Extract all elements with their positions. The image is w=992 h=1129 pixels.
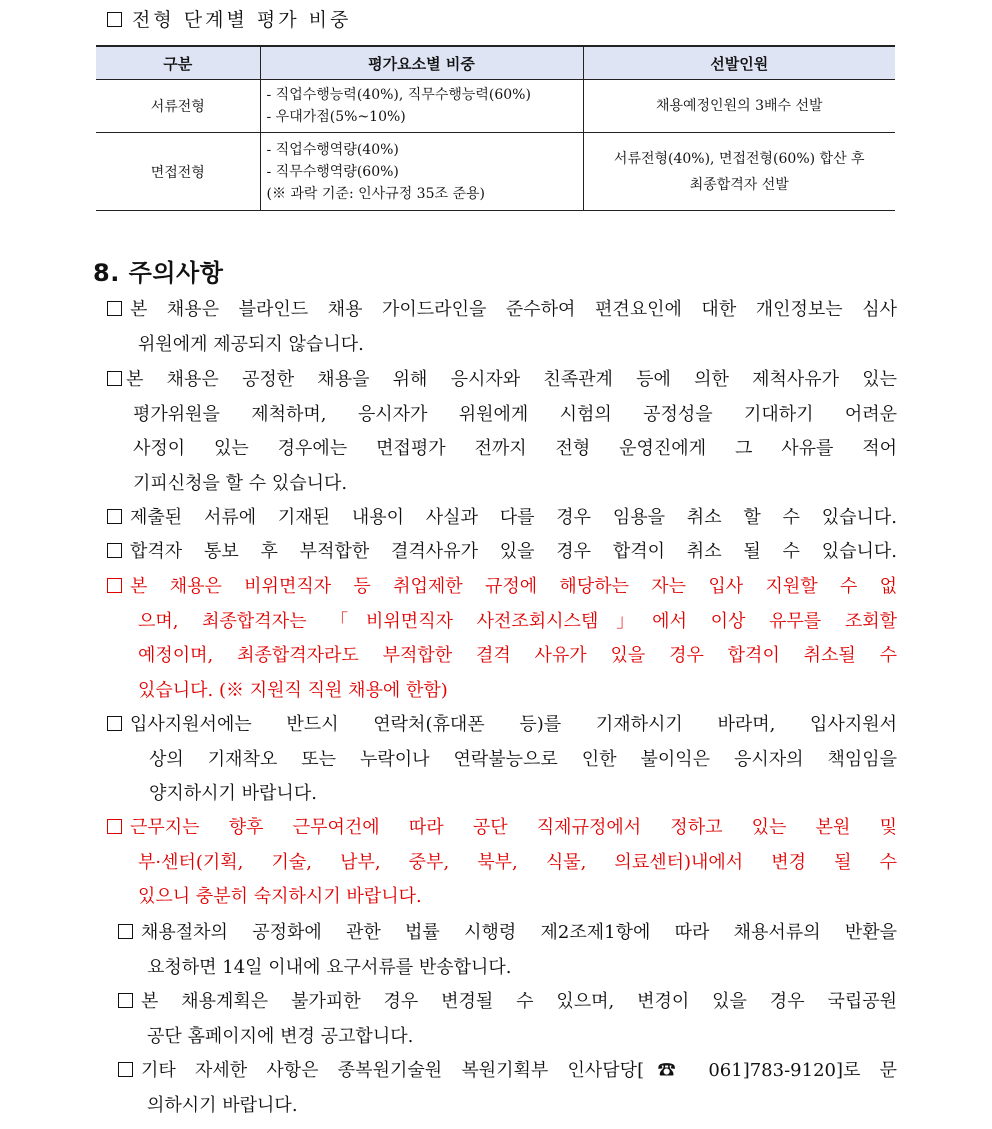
checkbox-square-icon: [107, 819, 122, 834]
notice-item-highlight: [107, 811, 897, 915]
notice-line: 위원에게 제공되지 않습니다.: [138, 333, 364, 355]
notice-item: [107, 363, 897, 501]
notice-item: [107, 535, 897, 570]
notice-line: 사정이 있는 경우에는 면접평가 전까지 전형 운영진에게 그 사유를 적어: [133, 438, 897, 459]
notice-line: 기피신청을 할 수 있습니다.: [133, 472, 348, 494]
notice-item-highlight: [107, 570, 897, 708]
checkbox-square-icon: [107, 509, 122, 524]
section-heading: 8. 주의사항: [93, 259, 224, 287]
criteria-line: - 직무수행역량(60%): [266, 163, 399, 180]
notice-line: 본 채용은 공정한 채용을 위해 응시자와 친족관계 등에 의한 제척사유가 있는: [126, 369, 897, 390]
header-division: 구분: [96, 46, 260, 80]
table-header-row: [96, 46, 895, 80]
notice-item: [118, 916, 897, 985]
header-criteria: 평가요소별 비중: [260, 46, 583, 80]
notice-line: 근무지는 향후 근무여건에 따라 공단 직제규정에서 정하고 있는 본원 및: [130, 817, 897, 838]
notice-line: 요청하면 14일 이내에 요구서류를 반송합니다.: [147, 956, 512, 978]
notice-line: 공단 홈페이지에 변경 공고합니다.: [147, 1025, 414, 1047]
criteria-cell: [260, 133, 583, 211]
notice-line: 제출된 서류에 기재된 내용이 사실과 다를 경우 임용을 취소 할 수 있습니다.: [130, 507, 897, 528]
checkbox-square-icon: [107, 12, 122, 27]
notice-line: 상의 기재착오 또는 누락이나 연락불능으로 인한 불이익은 응시자의 책임임을: [149, 748, 897, 770]
notice-line: 으며, 최종합격자는 「비위면직자 사전조회시스템」에서 이상 유무를 조회할: [138, 610, 897, 632]
notice-line: 있으니 충분히 숙지하시기 바랍니다.: [138, 886, 422, 907]
checkbox-square-icon: [118, 924, 133, 939]
stage-cell: 면접전형: [96, 133, 260, 211]
notice-line: 있습니다. (※ 지원직 직원 채용에 한함): [138, 679, 448, 701]
notice-line: 기타 자세한 사항은 종복원기술원 복원기획부 인사담당[☎ 061]783-9120]로 문: [141, 1060, 897, 1081]
criteria-line: - 직업수행역량(40%): [266, 141, 399, 158]
notice-line: 본 채용계획은 불가피한 경우 변경될 수 있으며, 변경이 있을 경우 국립공원: [141, 991, 897, 1012]
notice-line: 본 채용은 비위면직자 등 취업제한 규정에 해당하는 자는 입사 지원할 수 없: [130, 576, 897, 597]
notice-line: 의하시기 바랍니다.: [147, 1094, 298, 1116]
table-row: [96, 80, 895, 133]
evaluation-table: [96, 45, 895, 211]
notice-item: [107, 501, 897, 536]
notice-line: 합격자 통보 후 부적합한 결격사유가 있을 경우 합격이 취소 될 수 있습니다.: [130, 541, 897, 562]
evaluation-title-text: 전형 단계별 평가 비중: [132, 9, 352, 31]
notice-item: [118, 1054, 897, 1123]
header-selection: 선발인원: [583, 46, 895, 80]
criteria-line: - 우대가점(5%~10%): [266, 109, 406, 125]
checkbox-square-icon: [107, 716, 122, 731]
checkbox-square-icon: [107, 543, 122, 558]
evaluation-title: [107, 5, 351, 32]
notice-line: 평가위원을 제척하며, 응시자가 위원에게 시험의 공정성을 기대하기 어려운: [133, 403, 897, 425]
notice-item: [107, 708, 897, 812]
notice-item: [107, 293, 897, 362]
notice-item: [118, 985, 897, 1054]
checkbox-square-icon: [118, 993, 133, 1008]
selection-line: 최종합격자 선발: [689, 176, 789, 193]
checkbox-square-icon: [107, 578, 122, 593]
notice-line: 본 채용은 블라인드 채용 가이드라인을 준수하여 편견요인에 대한 개인정보는 심사: [130, 299, 897, 320]
notice-line: 부·센터(기획, 기술, 남부, 중부, 북부, 식물, 의료센터)내에서 변경 될 수: [138, 851, 897, 873]
criteria-line: (※ 과락 기준: 인사규정 35조 준용): [266, 185, 485, 202]
criteria-cell: [260, 80, 583, 133]
table-row: [96, 133, 895, 211]
notice-line: 예정이며, 최종합격자라도 부적합한 결격 사유가 있을 경우 합격이 취소될 수: [138, 645, 897, 666]
selection-cell: [583, 133, 895, 211]
selection-line: 채용예정인원의 3배수 선발: [655, 98, 823, 114]
checkbox-square-icon: [107, 301, 122, 316]
checkbox-square-icon: [118, 1062, 133, 1077]
notice-line: 채용절차의 공정화에 관한 법률 시행령 제2조제1항에 따라 채용서류의 반환을: [141, 922, 897, 943]
notice-line: 양지하시기 바랍니다.: [149, 783, 317, 804]
checkbox-square-icon: [107, 371, 122, 386]
selection-line: 서류전형(40%), 면접전형(60%) 합산 후: [613, 150, 865, 167]
notice-line: 입사지원서에는 반드시 연락처(휴대폰 등)를 기재하시기 바라며, 입사지원서: [130, 714, 897, 735]
selection-cell: [583, 80, 895, 133]
criteria-line: - 직업수행능력(40%), 직무수행능력(60%): [266, 87, 531, 103]
stage-cell: 서류전형: [96, 80, 260, 133]
